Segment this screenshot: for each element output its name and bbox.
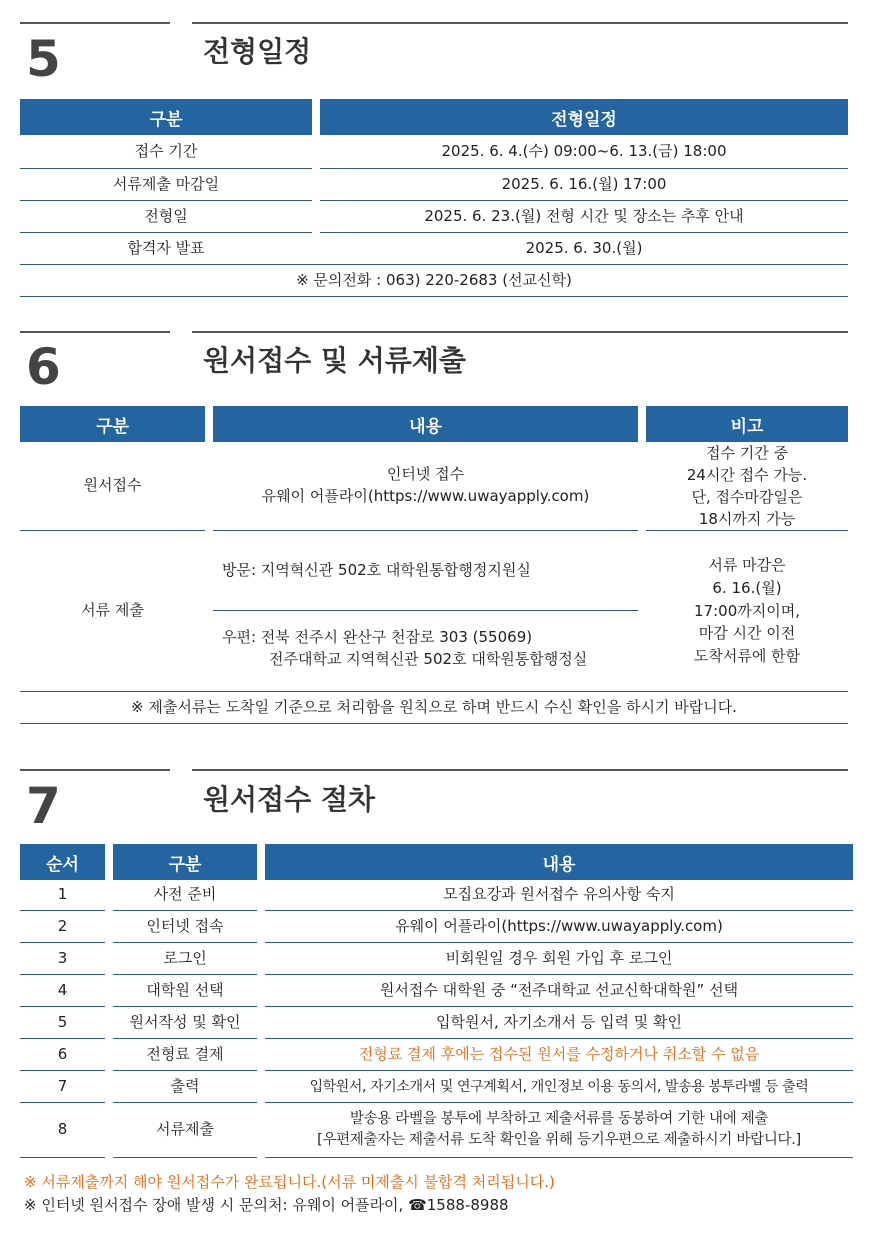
section-number: 5 <box>26 30 61 88</box>
table-bottom-line <box>20 296 848 297</box>
schedule-label: 전형일 <box>144 206 188 225</box>
step-number: 1 <box>57 885 68 904</box>
step-number: 3 <box>57 949 68 968</box>
header-category: 구분 <box>20 406 205 442</box>
section-title: 전형일정 <box>203 35 312 68</box>
header-schedule: 전형일정 <box>320 99 848 135</box>
remark-line: 단, 접수마감일은 <box>691 488 803 506</box>
schedule-label: 서류제출 마감일 <box>112 174 220 193</box>
row-divider <box>213 610 638 611</box>
apply-site: 유웨이 어플라이(https://www.uwayapply.com) <box>261 487 590 505</box>
remark-line: 6. 16.(월) <box>712 578 782 597</box>
section-title: 원서접수 절차 <box>203 783 376 816</box>
remark-line: 서류 마감은 <box>708 556 786 574</box>
section-number: 7 <box>26 777 61 835</box>
completion-warning: ※ 서류제출까지 해야 원서접수가 완료됩니다.(서류 미제출시 불합격 처리됩니다.) <box>24 1173 555 1191</box>
remark-line: 접수 기간 중 <box>706 443 788 462</box>
submit-mail <box>222 627 638 675</box>
step-content-line: 발송용 라벨을 봉투에 부착하고 제출서류를 동봉하여 기한 내에 제출 <box>349 1110 769 1127</box>
step-number: 7 <box>57 1077 68 1096</box>
apply-method: 인터넷 접수 <box>386 465 465 484</box>
apply-remark <box>646 441 848 531</box>
table-bottom-line <box>265 1157 853 1158</box>
section-divider <box>192 22 848 24</box>
apply-label: 원서접수 <box>83 476 142 495</box>
schedule-value: 2025. 6. 4.(수) 09:00~6. 13.(금) 18:00 <box>441 142 727 161</box>
step-label: 출력 <box>170 1077 200 1096</box>
step-number: 5 <box>57 1013 68 1032</box>
schedule-value: 2025. 6. 16.(월) 17:00 <box>501 174 667 193</box>
step-content: 입학원서, 자기소개서 및 연구계획서, 개인정보 이용 동의서, 발송용 봉투라벨 등 출력 <box>309 1078 809 1095</box>
header-content: 내용 <box>213 406 638 442</box>
table-bottom-line <box>20 723 848 724</box>
mail-address: 우편: 전북 전주시 완산구 천잠로 303 (55069) <box>222 628 533 646</box>
header-category: 구분 <box>20 99 312 135</box>
row-divider <box>213 530 638 531</box>
contact-note: ※ 문의전화 : 063) 220-2683 (선교신학) <box>296 270 572 289</box>
submit-remark <box>646 531 848 691</box>
header-remark: 비고 <box>646 406 848 442</box>
step-content-line: [우편제출자는 제출서류 도착 확인을 위해 등기우편으로 제출하시기 바랍니다.] <box>317 1132 801 1148</box>
schedule-value: 2025. 6. 30.(월) <box>525 238 643 257</box>
section-divider <box>192 331 848 333</box>
submit-label: 서류 제출 <box>81 601 144 620</box>
remark-line: 18시까지 가능 <box>698 510 796 529</box>
step-number: 2 <box>57 917 68 936</box>
section-title: 원서접수 및 서류제출 <box>203 344 466 377</box>
table-bottom-line <box>113 1157 257 1158</box>
remark-line: 마감 시간 이전 <box>698 624 796 643</box>
mail-office: 전주대학교 지역혁신관 502호 대학원통합행정실 <box>269 649 588 668</box>
step-content-warning: 전형료 결제 후에는 접수된 원서를 수정하거나 취소할 수 없음 <box>358 1045 760 1064</box>
section-divider <box>20 22 170 24</box>
step-label: 로그인 <box>163 949 207 968</box>
apply-content <box>213 442 638 530</box>
step-content <box>265 1103 853 1157</box>
schedule-label: 접수 기간 <box>134 142 198 161</box>
step-label: 인터넷 접속 <box>146 917 224 936</box>
submit-note: ※ 제출서류는 도착일 기준으로 처리함을 원칙으로 하며 반드시 수신 확인을 하시기 바랍니다. <box>131 697 737 716</box>
section-divider <box>192 769 848 771</box>
step-content: 원서접수 대학원 중 “전주대학교 선교신학대학원” 선택 <box>379 981 739 1000</box>
step-content: 비회원일 경우 회원 가입 후 로그인 <box>445 949 673 968</box>
schedule-label: 합격자 발표 <box>127 238 205 257</box>
remark-line: 24시간 접수 가능. <box>686 465 808 484</box>
step-label: 대학원 선택 <box>146 981 224 1000</box>
header-content: 내용 <box>265 844 853 880</box>
step-number: 8 <box>57 1120 68 1139</box>
step-number: 4 <box>57 981 68 1000</box>
support-contact: ※ 인터넷 원서접수 장애 발생 시 문의처: 유웨이 어플라이, ☎1588-8988 <box>24 1196 509 1214</box>
header-order: 순서 <box>20 844 105 880</box>
step-label: 사전 준비 <box>153 885 217 904</box>
schedule-value: 2025. 6. 23.(월) 전형 시간 및 장소는 추후 안내 <box>424 206 744 225</box>
submit-visit: 방문: 지역혁신관 502호 대학원통합행정지원실 <box>222 561 531 580</box>
table-bottom-line <box>20 1157 105 1158</box>
step-content: 모집요강과 원서접수 유의사항 숙지 <box>443 885 675 904</box>
step-label: 서류제출 <box>156 1120 214 1139</box>
remark-line: 도착서류에 한함 <box>693 647 801 666</box>
section-number: 6 <box>26 338 61 396</box>
step-number: 6 <box>57 1045 68 1064</box>
section-divider <box>20 769 170 771</box>
step-label: 원서작성 및 확인 <box>129 1013 241 1032</box>
step-label: 전형료 결제 <box>146 1045 224 1064</box>
step-content: 유웨이 어플라이(https://www.uwayapply.com) <box>395 917 723 936</box>
remark-line: 17:00까지이며, <box>694 601 800 620</box>
header-category: 구분 <box>113 844 257 880</box>
section-divider <box>20 331 170 333</box>
step-content: 입학원서, 자기소개서 등 입력 및 확인 <box>436 1013 682 1032</box>
